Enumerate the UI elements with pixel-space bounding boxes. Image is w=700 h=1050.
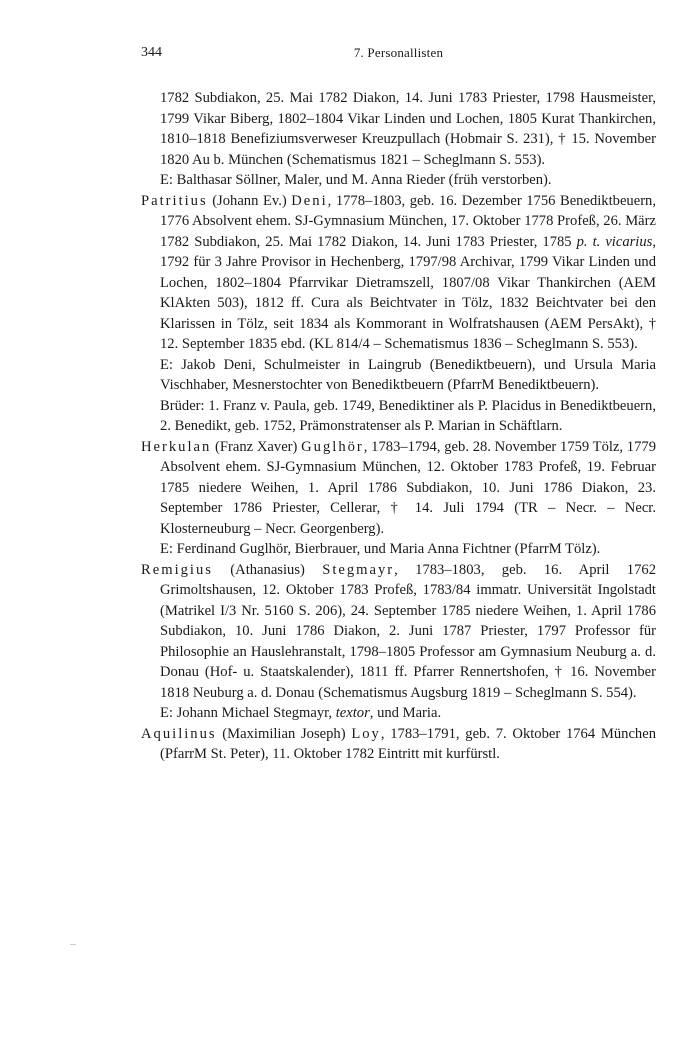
civil-name: (Athanasius): [212, 561, 323, 578]
entry-stegmayr: [141, 560, 656, 704]
entry-parents: E: Balthasar Söllner, Maler, und M. Anna Rieder (früh verstorben).: [160, 172, 552, 188]
entry-continuation: 1782 Subdiakon, 25. Mai 1782 Diakon, 14. Juni 1783 Priester, 1798 Hausmeister, 1799 Vikar Biberg, 1802–1804 Vikar Linden und Lochen, 1805 Kurat Thankirchen, 1810–1818 Benefiziumsverweser Kreuzpullach (Hobmair S. 231), † 15. November 1820 Au b. München (Schematismus 1821 – Scheglmann S. 553).: [160, 90, 656, 168]
religious-name: Herkulan: [141, 438, 212, 455]
surname: Deni: [291, 192, 328, 209]
parents-text: , und Maria.: [369, 705, 442, 721]
surname: Guglhör: [301, 438, 364, 455]
surname: Loy: [351, 725, 381, 742]
entry-guglhoer: [141, 437, 656, 540]
civil-name: (Maximilian Joseph): [216, 725, 352, 742]
entry-text: , 1778–1803, geb. 16. Dezember 1756 Benediktbeuern, 1776 Absolvent ehem. SJ-Gymnasium München, 17. Oktober 1778 Profeß, 26. März 1782 Subdiakon, 25. Mai 1782 Diakon, 14. Juni 1783 Priester, 1785: [160, 192, 657, 250]
parents-italic-term: textor: [335, 705, 370, 721]
entry-text: , 1792 für 3 Jahre Provisor in Hechenberg, 1797/98 Archivar, 1799 Vikar Linden und Lochen, 1802–1804 Pfarrvikar Dietramszell, 1807/08 Vikar Thankirchen (AEM KlAkten 503), 1812 ff. Cura als Beichtvater in Tölz, 1832 Beichtvater bei den Klarissen in Tölz, seit 1834 als Kommorant in Wolfratshausen (AEM PersAkt), † 12. September 1835 ebd. (KL 814/4 – Schematismus 1836 – Scheglmann S. 553).: [160, 233, 656, 352]
entry-siblings: Brüder: 1. Franz v. Paula, geb. 1749, Benediktiner als P. Placidus in Benediktbeuern, 2. Benedikt, geb. 1752, Prämonstratenser als P. Marian in Schäftlarn.: [160, 397, 656, 434]
running-head: [141, 45, 656, 65]
civil-name: (Johann Ev.): [207, 192, 292, 209]
margin-mark: [70, 944, 76, 945]
religious-name: Aquilinus: [141, 725, 217, 742]
entry-text: , 1783–1791, geb. 7. Oktober 1764 München (PfarrM St. Peter), 11. Oktober 1782 Eintritt mit kurfürstl.: [160, 725, 656, 762]
chapter-title: 7. Personallisten: [353, 45, 444, 60]
entry-parents: [141, 703, 656, 724]
entry-loy: [141, 724, 656, 765]
entry-parents: E: Ferdinand Guglhör, Bierbrauer, und Maria Anna Fichtner (PfarrM Tölz).: [160, 541, 601, 557]
page-number: 344: [141, 45, 162, 60]
entry-parents: E: Jakob Deni, Schulmeister in Laingrub (Benediktbeuern), und Ursula Maria Vischhaber, Mesnerstochter von Benediktbeuern (PfarrM Benediktbeuern).: [160, 356, 656, 393]
religious-name: Remigius: [141, 561, 213, 578]
civil-name: (Franz Xaver): [211, 438, 302, 455]
entry-deni: [141, 191, 656, 355]
page-body: [141, 88, 656, 765]
entry-italic-term: p. t. vicarius: [576, 233, 653, 250]
religious-name: Patritius: [141, 192, 208, 209]
parents-text: E: Johann Michael Stegmayr,: [160, 705, 336, 721]
surname: Stegmayr: [322, 561, 395, 578]
entry-text: , 1783–1803, geb. 16. April 1762 Grimoltshausen, 12. Oktober 1783 Profeß, 1783/84 immatr. Universität Ingolstadt (Matrikel I/3 Nr. 5160 S. 206), 24. September 1785 niedere Weihen, 1. April 1786 Subdiakon, 10. Juni 1786 Diakon, 2. Juni 1787 Priester, 1797 Professor für Philosophie an Hauslehranstalt, 1798–1805 Professor am Gymnasium Neuburg a. d. Donau (Hof- u. Staatskalender), 1811 ff. Pfarrer Rennertshofen, † 16. November 1818 Neuburg a. d. Donau (Schematismus Augsburg 1819 – Scheglmann S. 554).: [160, 561, 656, 701]
entry-text: , 1783–1794, geb. 28. November 1759 Tölz, 1779 Absolvent ehem. SJ-Gymnasium München, 12. Oktober 1783 Profeß, 19. Februar 1785 niedere Weihen, 1. April 1786 Subdiakon, 10. Juni 1786 Diakon, 23. September 1786 Priester, Cellerar, † 14. Juli 1794 (TR – Necr. – Necr. Klosterneuburg – Necr. Georgenberg).: [160, 438, 656, 537]
